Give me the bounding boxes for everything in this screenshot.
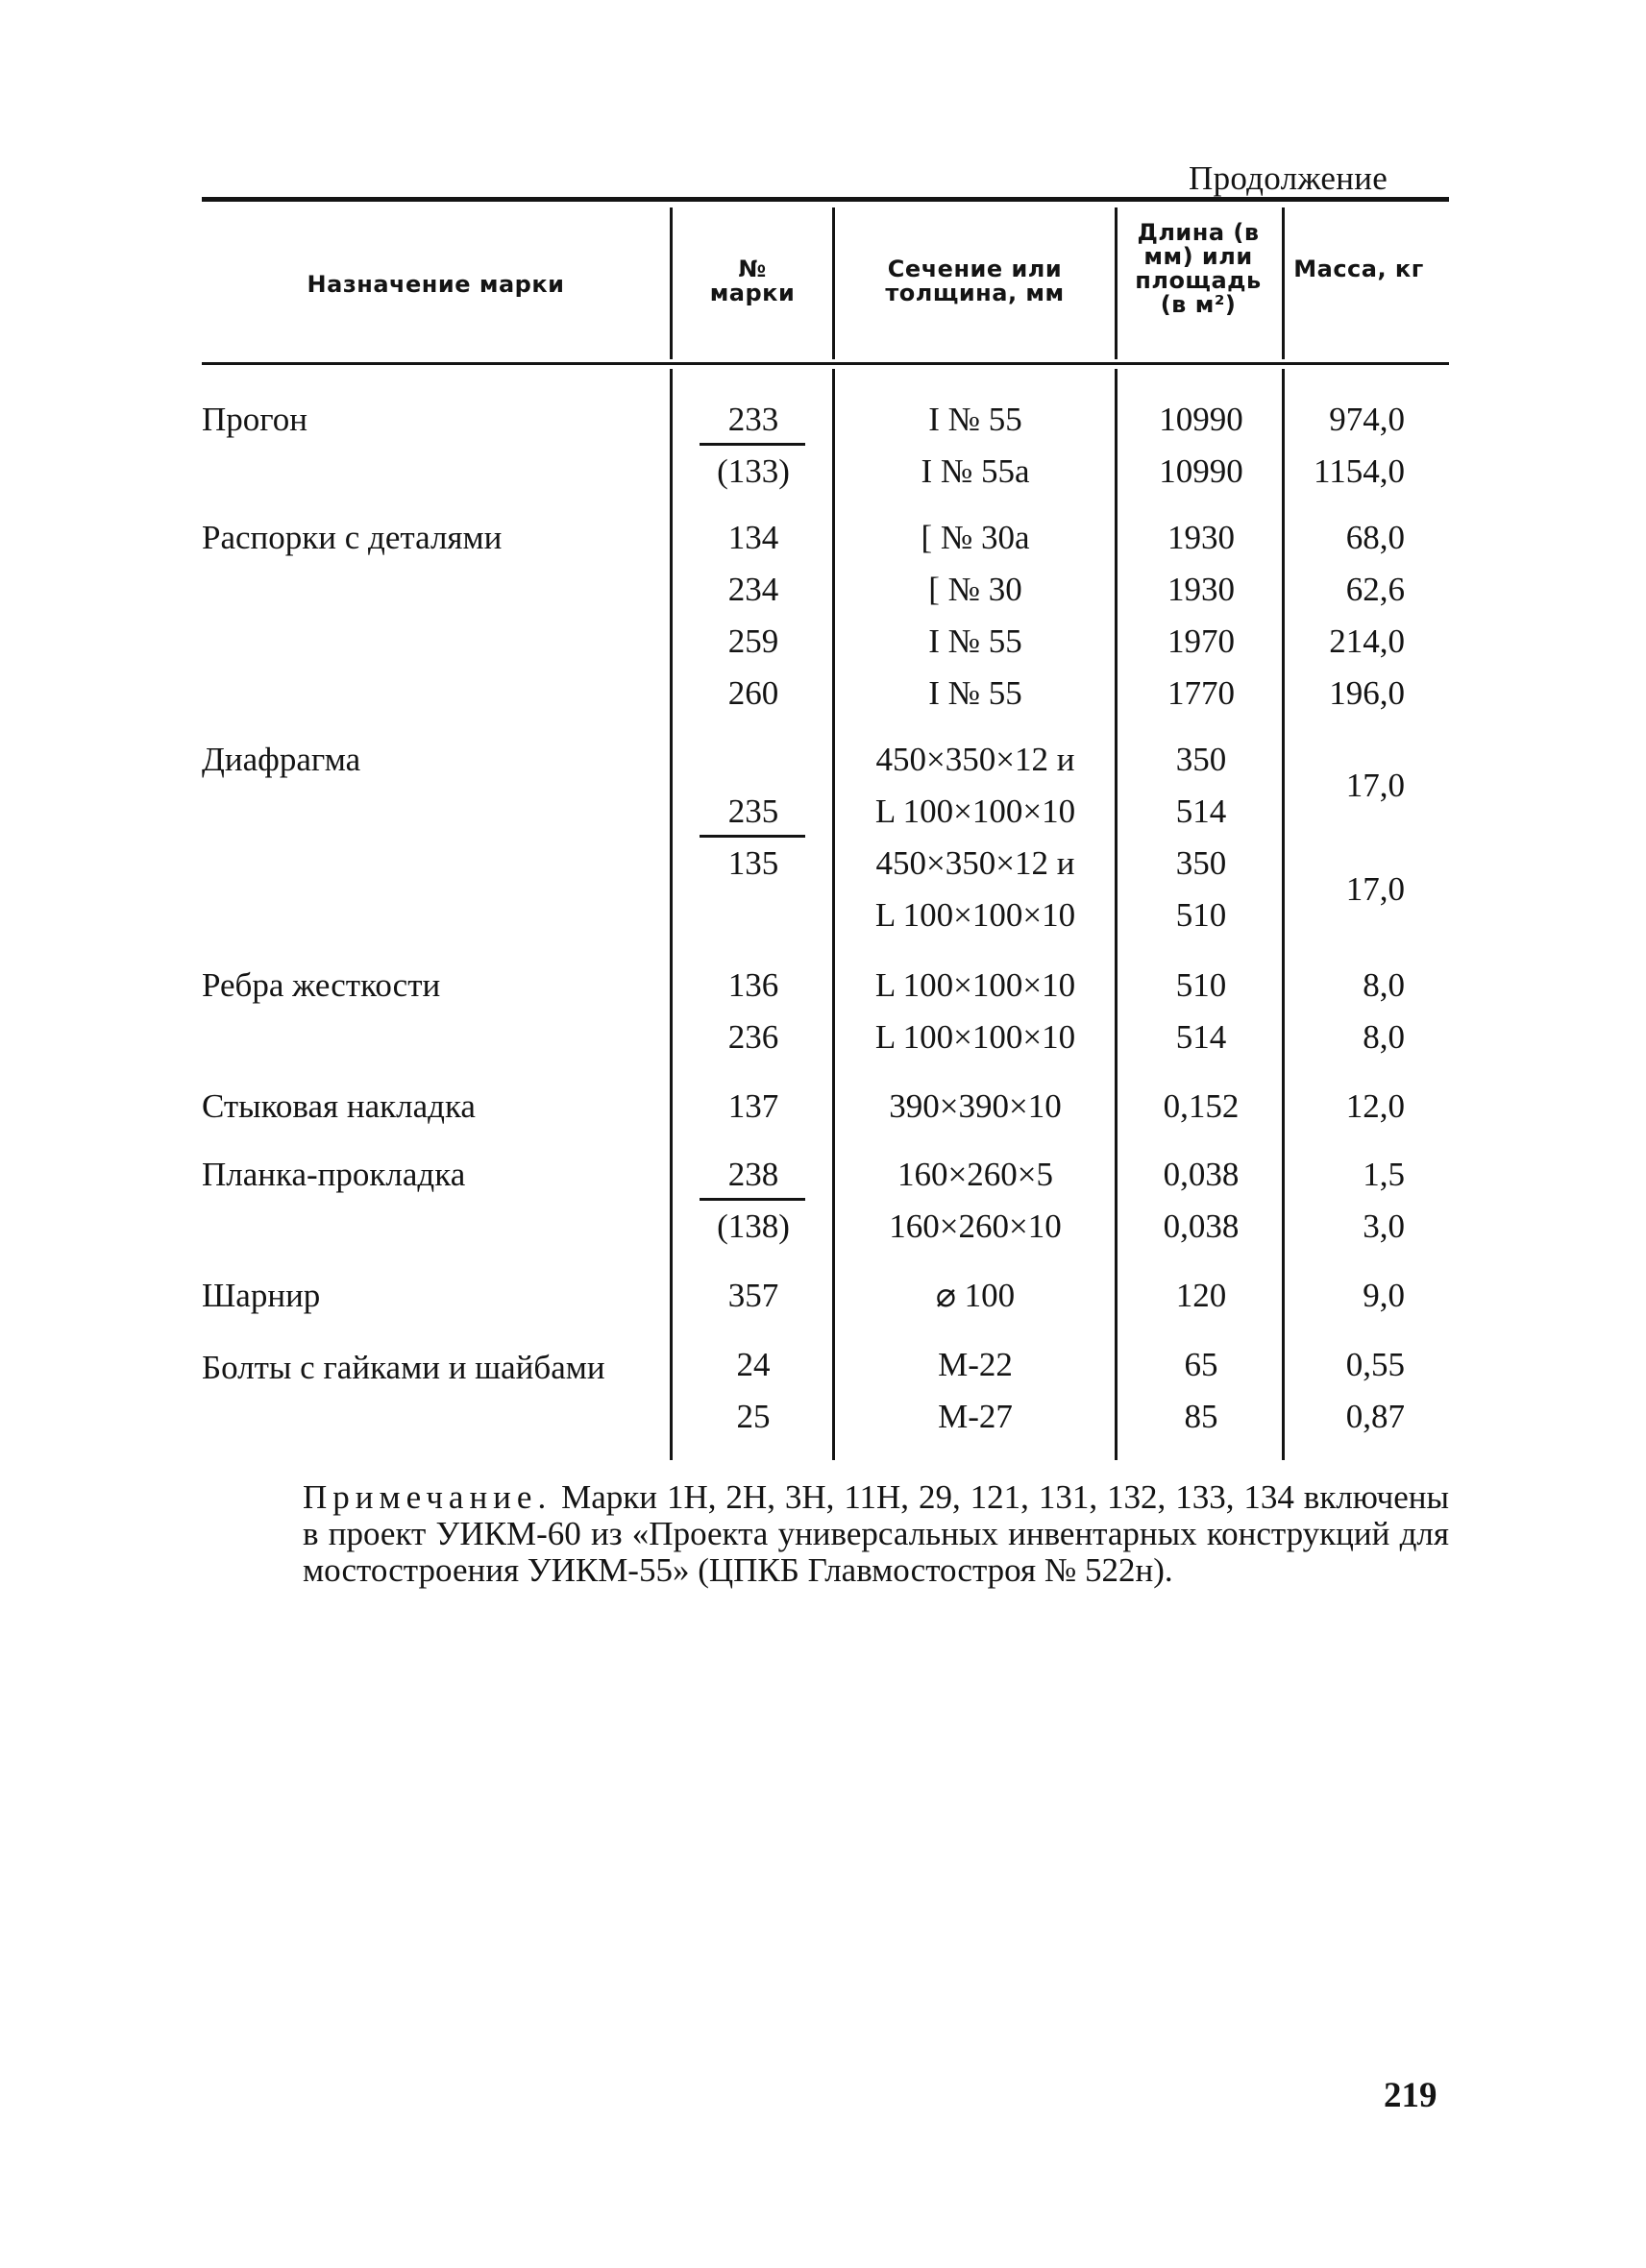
- row-mark: 233: [727, 401, 779, 438]
- header-mark: № марки: [709, 256, 796, 306]
- row-mass: 0,87: [1345, 1398, 1405, 1435]
- note-heading: Примечание.: [303, 1478, 553, 1516]
- row-mark: (138): [717, 1207, 790, 1245]
- row-length: 510: [1175, 896, 1227, 934]
- column-separator: [670, 207, 673, 359]
- row-section: L 100×100×10: [874, 1018, 1076, 1056]
- row-mass: 12,0: [1345, 1087, 1405, 1125]
- row-length: 510: [1175, 966, 1227, 1004]
- row-mark: 235: [727, 793, 779, 830]
- diaphragm-mass: 17,0: [1345, 870, 1405, 908]
- row-mass: 0,55: [1345, 1346, 1405, 1383]
- table-row: [0, 1012, 1646, 1063]
- row-length: 65: [1184, 1346, 1218, 1383]
- row-mass: 9,0: [1363, 1277, 1405, 1314]
- row-length: 514: [1175, 1018, 1227, 1056]
- row-section: 160×260×10: [889, 1207, 1062, 1245]
- column-separator: [832, 207, 835, 359]
- header-length: Длина (в мм) или площадь (в м²): [1135, 219, 1262, 318]
- row-section: I № 55: [928, 622, 1022, 660]
- row-section: L 100×100×10: [874, 793, 1076, 830]
- row-mass: 62,6: [1345, 571, 1405, 608]
- table-header-rule: [202, 362, 1449, 365]
- row-section: 450×350×12 и: [875, 741, 1075, 778]
- row-mark: 136: [727, 966, 779, 1004]
- row-section: L 100×100×10: [874, 966, 1076, 1004]
- table-row: [0, 1339, 1646, 1391]
- column-separator: [1282, 207, 1285, 359]
- row-section: [ № 30: [928, 571, 1022, 608]
- row-length: 85: [1184, 1398, 1218, 1435]
- row-section: 450×350×12 и: [875, 844, 1075, 882]
- row-length: 350: [1175, 741, 1227, 778]
- table-row: [0, 394, 1646, 446]
- row-section: I № 55: [928, 674, 1022, 712]
- row-section: 390×390×10: [889, 1087, 1062, 1125]
- table-row: [0, 960, 1646, 1012]
- row-length: 0,152: [1163, 1087, 1240, 1125]
- row-name: Шарнир: [202, 1277, 321, 1314]
- row-mass: 214,0: [1329, 622, 1405, 660]
- header-name: Назначение марки: [307, 271, 565, 298]
- row-mass: 68,0: [1345, 519, 1405, 556]
- row-length: 120: [1175, 1277, 1227, 1314]
- diaphragm-mass: 17,0: [1345, 767, 1405, 804]
- table-row: [0, 668, 1646, 719]
- table-row: [0, 512, 1646, 564]
- note-text: Марки 1Н, 2Н, 3Н, 11Н, 29, 121, 131, 132, 133, 134 включены в проект УИКМ-60 из «Проекта универсальных инвентарных конструкций для мостостроения УИКМ-55» (ЦПКБ Главмостостроя № 522н).: [303, 1478, 1450, 1589]
- row-section: [ № 30а: [921, 519, 1030, 556]
- header-mass: Масса, кг: [1293, 256, 1424, 282]
- row-mark: 135: [727, 844, 779, 882]
- row-mass: 974,0: [1329, 401, 1405, 438]
- table-row: [0, 1391, 1646, 1443]
- table-row: [0, 446, 1646, 498]
- table-row: [0, 616, 1646, 668]
- row-length: 1770: [1167, 674, 1235, 712]
- row-mark: 134: [727, 519, 779, 556]
- table-row: [0, 1270, 1646, 1322]
- row-section: М-27: [938, 1398, 1013, 1435]
- row-length: 350: [1175, 844, 1227, 882]
- row-mark: 236: [727, 1018, 779, 1056]
- table-row: [0, 564, 1646, 616]
- row-length: 0,038: [1163, 1207, 1240, 1245]
- page-number: 219: [1384, 2076, 1437, 2115]
- row-section: I № 55а: [921, 452, 1030, 490]
- row-name: Болты с гайками и шайбами: [202, 1349, 605, 1386]
- row-length: 514: [1175, 793, 1227, 830]
- row-mark: 357: [727, 1277, 779, 1314]
- row-section: ⌀ 100: [935, 1277, 1016, 1314]
- row-mass: 1154,0: [1314, 452, 1405, 490]
- row-length: 10990: [1159, 452, 1243, 490]
- row-mark: 24: [736, 1346, 771, 1383]
- row-length: 1930: [1167, 519, 1235, 556]
- row-name: Ребра жесткости: [202, 966, 441, 1004]
- row-name: Прогон: [202, 401, 307, 438]
- table-row: [0, 1149, 1646, 1201]
- row-mass: 1,5: [1363, 1156, 1405, 1193]
- row-mark: 137: [727, 1087, 779, 1125]
- note-paragraph: [303, 1479, 1449, 1589]
- row-mark: 25: [736, 1398, 771, 1435]
- row-length: 0,038: [1163, 1156, 1240, 1193]
- table-row: [0, 1201, 1646, 1253]
- row-name: Распорки с деталями: [202, 519, 503, 556]
- row-name: Диафрагма: [202, 741, 361, 778]
- row-mark: 234: [727, 571, 779, 608]
- row-mark: (133): [717, 452, 790, 490]
- row-section: 160×260×5: [897, 1156, 1053, 1193]
- row-length: 1930: [1167, 571, 1235, 608]
- row-mass: 8,0: [1363, 966, 1405, 1004]
- row-mark: 238: [727, 1156, 779, 1193]
- row-mass: 8,0: [1363, 1018, 1405, 1056]
- header-section: Сечение или толщина, мм: [885, 256, 1065, 306]
- row-length: 1970: [1167, 622, 1235, 660]
- row-name: Планка-прокладка: [202, 1156, 466, 1193]
- table-row: [0, 1081, 1646, 1133]
- row-mark: 260: [727, 674, 779, 712]
- row-mass: 196,0: [1329, 674, 1405, 712]
- row-section: М-22: [938, 1346, 1013, 1383]
- row-name: Стыковая накладка: [202, 1087, 476, 1125]
- row-section: L 100×100×10: [874, 896, 1076, 934]
- column-separator: [1115, 207, 1118, 359]
- row-mark: 259: [727, 622, 779, 660]
- row-section: I № 55: [928, 401, 1022, 438]
- row-length: 10990: [1159, 401, 1243, 438]
- continuation-caption: Продолжение: [1189, 159, 1388, 197]
- table-top-rule: [202, 197, 1449, 202]
- row-mass: 3,0: [1363, 1207, 1405, 1245]
